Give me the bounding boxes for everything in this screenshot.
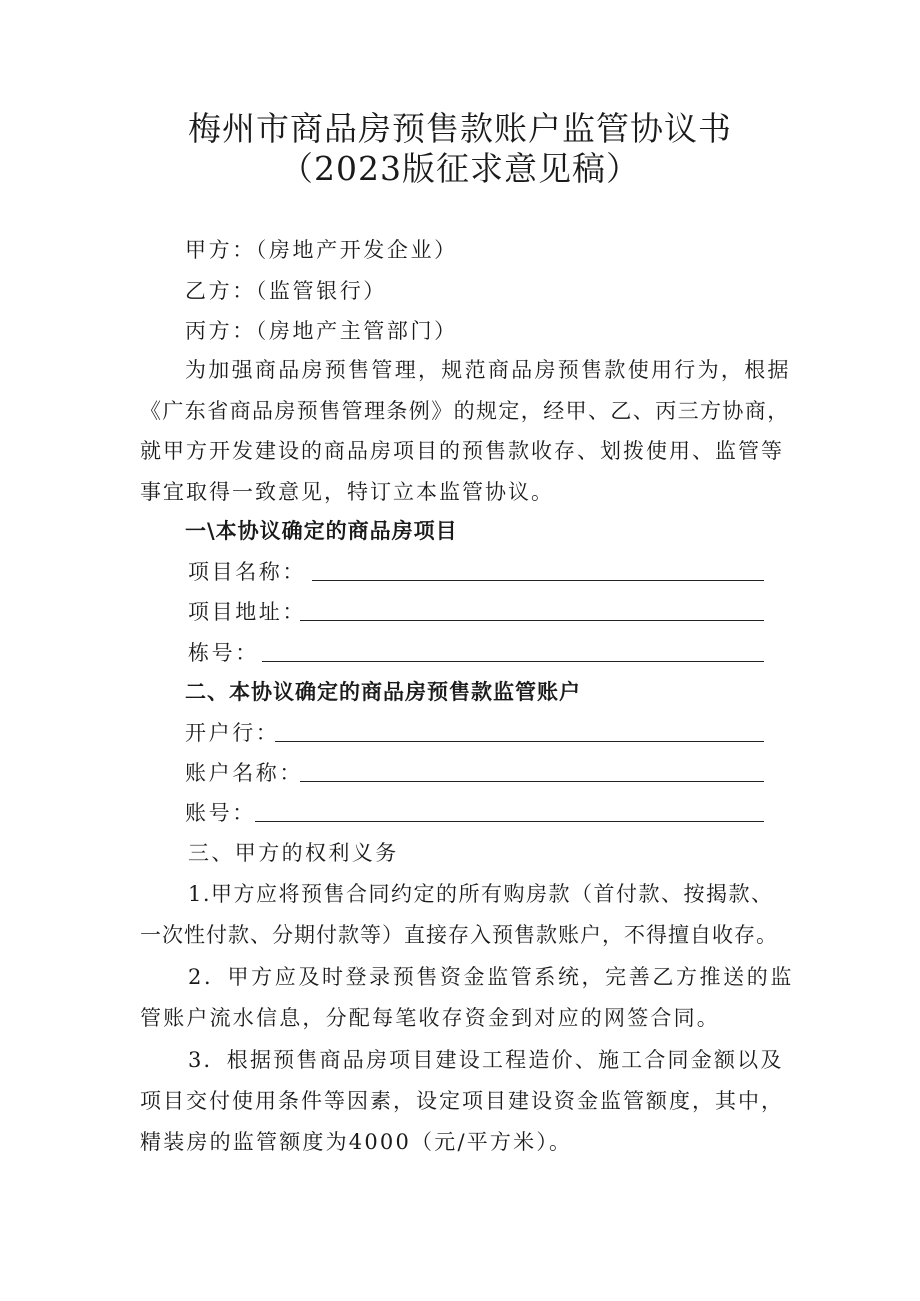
document-subtitle: （2023版征求意见稿）: [280, 149, 640, 188]
project-name-blank[interactable]: [312, 580, 764, 581]
document-title: 梅州市商品房预售款账户监管协议书: [188, 109, 732, 148]
bank-blank[interactable]: [275, 741, 764, 742]
item3-line-3: 精装房的监管额度为4000（元/平方米）。: [140, 1130, 573, 1154]
party-b: 乙方：（监管银行）: [185, 279, 387, 303]
intro-line-1: 为加强商品房预售管理，规范商品房预售款使用行为，根据: [185, 358, 791, 382]
building-no-blank[interactable]: [262, 661, 764, 662]
account-no-label: 账号：: [185, 801, 256, 825]
account-name-blank[interactable]: [300, 781, 764, 782]
project-address-blank[interactable]: [300, 620, 764, 621]
item3-line-2: 项目交付使用条件等因素，设定项目建设资金监管额度，其中，: [140, 1089, 784, 1113]
item3-line-1: 3．根据预售商品房项目建设工程造价、施工合同金额以及: [188, 1048, 784, 1072]
item1-line-2: 一次性付款、分期付款等）直接存入预售款账户，不得擅自收存。: [140, 923, 778, 947]
account-name-label: 账户名称：: [185, 761, 303, 785]
intro-line-4: 事宜取得一致意见，特订立本监管协议。: [140, 480, 554, 504]
project-name-label: 项目名称：: [188, 560, 306, 584]
intro-line-3: 就甲方开发建设的商品房项目的预售款收存、划拨使用、监管等: [140, 439, 784, 463]
item1-line-1: 1.甲方应将预售合同约定的所有购房款（首付款、按揭款、: [188, 882, 774, 906]
party-a: 甲方：（房地产开发企业）: [185, 238, 458, 262]
item2-line-1: 2．甲方应及时登录预售资金监管系统，完善乙方推送的监: [188, 965, 794, 989]
section3-heading: 三、甲方的权利义务: [188, 841, 399, 865]
section2-heading: 二、本协议确定的商品房预售款监管账户: [185, 680, 581, 704]
building-no-label: 栋号：: [188, 641, 259, 665]
section1-heading: 一\本协议确定的商品房项目: [185, 519, 458, 543]
project-address-label: 项目地址：: [188, 600, 306, 624]
party-c: 丙方：（房地产主管部门）: [185, 319, 458, 343]
bank-label: 开户行：: [185, 721, 280, 745]
account-no-blank[interactable]: [255, 821, 764, 822]
item2-line-2: 管账户流水信息，分配每笔收存资金到对应的网签合同。: [140, 1006, 720, 1030]
intro-line-2: 《广东省商品房预售管理条例》的规定，经甲、乙、丙三方协商，: [140, 399, 790, 423]
